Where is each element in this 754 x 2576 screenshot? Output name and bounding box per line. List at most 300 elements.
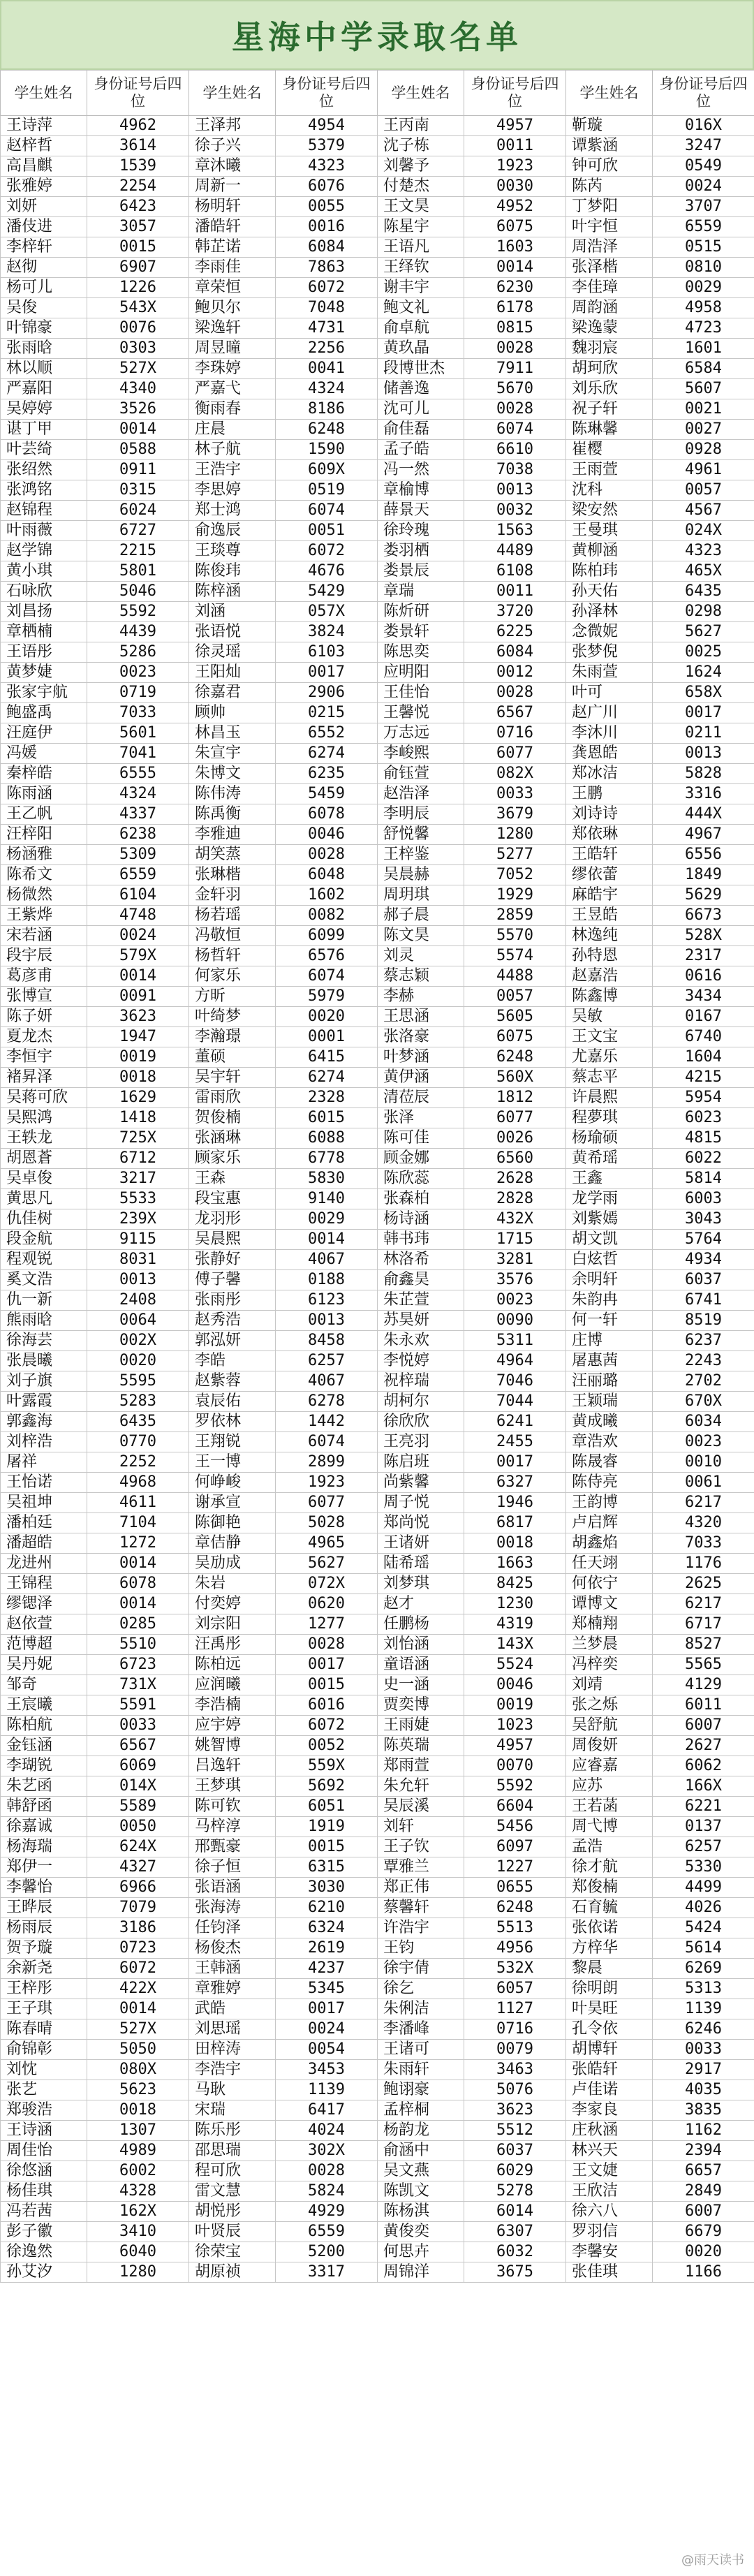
student-name-cell: 张皓轩 [566,2060,653,2080]
student-name-cell: 张博宣 [1,987,87,1007]
student-name-cell: 黄希瑶 [566,1149,653,1169]
id-last-four-cell: 4952 [464,197,566,217]
table-row [1,2080,754,2100]
student-name-cell: 俞佳磊 [378,420,464,440]
id-last-four-cell: 0029 [653,278,754,298]
student-name-cell: 黄俊奕 [378,2222,464,2242]
student-name-cell: 王诸妍 [378,1533,464,1554]
table-row [1,1655,754,1675]
id-last-four-cell: 239X [87,1209,189,1230]
header-id-last-four: 身份证号后四位 [276,71,378,116]
student-name-cell: 章浩欢 [566,1432,653,1452]
student-name-cell: 李馨安 [566,2242,653,2262]
student-name-cell: 叶锦豪 [1,318,87,339]
student-name-cell: 叶宇恒 [566,217,653,237]
id-last-four-cell: 0028 [464,399,566,420]
student-name-cell: 魏羽宸 [566,339,653,359]
student-name-cell: 梁逸轩 [189,318,276,339]
id-last-four-cell: 4958 [653,298,754,318]
id-last-four-cell: 5627 [276,1554,378,1574]
student-name-cell: 叶露霞 [1,1392,87,1412]
table-row [1,298,754,318]
id-last-four-cell: 5311 [464,1331,566,1351]
id-last-four-cell: 1162 [653,2121,754,2141]
student-name-cell: 孙天佑 [566,582,653,602]
table-row [1,1230,754,1250]
table-row [1,1554,754,1574]
student-name-cell: 孔令依 [566,2019,653,2040]
student-name-cell: 林子航 [189,440,276,460]
id-last-four-cell: 0028 [276,845,378,865]
student-name-cell: 罗羽信 [566,2222,653,2242]
table-row [1,764,754,784]
student-name-cell: 何一轩 [566,1311,653,1331]
id-last-four-cell: 1663 [464,1554,566,1574]
student-name-cell: 徐明朗 [566,1979,653,1999]
student-name-cell: 李馨怡 [1,1878,87,1898]
id-last-four-cell: 3623 [87,1007,189,1027]
id-last-four-cell: 7863 [276,258,378,278]
id-last-four-cell: 6057 [464,1979,566,1999]
student-name-cell: 王宸曦 [1,1695,87,1716]
id-last-four-cell: 5592 [87,602,189,622]
id-last-four-cell: 2828 [464,1189,566,1209]
student-name-cell: 徐子恒 [189,1857,276,1878]
student-name-cell: 贺俊楠 [189,1108,276,1128]
id-last-four-cell: 4676 [276,561,378,582]
id-last-four-cell: 6097 [464,1837,566,1857]
id-last-four-cell: 0020 [276,1007,378,1027]
student-name-cell: 邹奇 [1,1675,87,1695]
student-name-cell: 林以顺 [1,359,87,379]
id-last-four-cell: 7033 [653,1533,754,1554]
id-last-four-cell: 4488 [464,966,566,987]
id-last-four-cell: 5283 [87,1392,189,1412]
id-last-four-cell: 7033 [87,703,189,723]
student-name-cell: 朱允轩 [378,1776,464,1797]
id-last-four-cell: 6555 [87,764,189,784]
id-last-four-cell: 4957 [464,1736,566,1756]
id-last-four-cell: 6075 [464,217,566,237]
id-last-four-cell: 1601 [653,339,754,359]
student-name-cell: 胡原祯 [189,2262,276,2283]
id-last-four-cell: 0015 [276,1675,378,1695]
id-last-four-cell: 1226 [87,278,189,298]
student-name-cell: 黄梦婕 [1,663,87,683]
table-row [1,2222,754,2242]
student-name-cell: 刘梓浩 [1,1432,87,1452]
table-row [1,217,754,237]
student-name-cell: 杨诗涵 [378,1209,464,1230]
student-name-cell: 吴祖坤 [1,1493,87,1513]
id-last-four-cell: 3720 [464,602,566,622]
id-last-four-cell: 1604 [653,1047,754,1068]
student-name-cell: 杨微然 [1,885,87,906]
student-name-cell: 庄博 [566,1331,653,1351]
student-name-cell: 汪庭伊 [1,723,87,744]
table-row [1,359,754,379]
id-last-four-cell: 6584 [653,359,754,379]
id-last-four-cell: 5512 [464,2121,566,2141]
id-last-four-cell: 5286 [87,642,189,663]
student-name-cell: 张琳楷 [189,865,276,885]
student-name-cell: 吴卓俊 [1,1169,87,1189]
student-name-cell: 张静好 [189,1250,276,1270]
table-row [1,1736,754,1756]
id-last-four-cell: 0027 [653,420,754,440]
student-name-cell: 贺予璇 [1,1938,87,1959]
id-last-four-cell: 5692 [276,1776,378,1797]
id-last-four-cell: 6560 [464,1149,566,1169]
id-last-four-cell: 0716 [464,2019,566,2040]
student-name-cell: 王雨萱 [566,460,653,480]
student-name-cell: 邢甄豪 [189,1837,276,1857]
header-student-name: 学生姓名 [378,71,464,116]
student-name-cell: 叶芸绮 [1,440,87,460]
student-name-cell: 张泽楷 [566,258,653,278]
id-last-four-cell: 0023 [464,1290,566,1311]
table-row [1,1675,754,1695]
id-last-four-cell: 6072 [276,278,378,298]
id-last-four-cell: 6088 [276,1128,378,1149]
student-name-cell: 祝梓瑞 [378,1371,464,1392]
id-last-four-cell: 6075 [464,1027,566,1047]
student-name-cell: 谢承宣 [189,1493,276,1513]
header-student-name: 学生姓名 [1,71,87,116]
student-name-cell: 应宇婷 [189,1716,276,1736]
student-name-cell: 蔡志平 [566,1068,653,1088]
student-name-cell: 张洛豪 [378,1027,464,1047]
student-name-cell: 徐子兴 [189,136,276,156]
student-name-cell: 周昱曈 [189,339,276,359]
student-name-cell: 王梓彤 [1,1979,87,1999]
id-last-four-cell: 6225 [464,622,566,642]
student-name-cell: 付楚杰 [378,177,464,197]
id-last-four-cell: 6072 [276,1716,378,1736]
id-last-four-cell: 4319 [464,1614,566,1635]
student-name-cell: 陈希文 [1,865,87,885]
student-name-cell: 杨可儿 [1,278,87,298]
student-name-cell: 王鹏 [566,784,653,804]
student-name-cell: 彭子徽 [1,2222,87,2242]
student-name-cell: 龙进州 [1,1554,87,1574]
id-last-four-cell: 4026 [653,1898,754,1918]
id-last-four-cell: 6123 [276,1290,378,1311]
table-row [1,663,754,683]
student-name-cell: 张晨曦 [1,1351,87,1371]
student-name-cell: 王紫烨 [1,906,87,926]
student-name-cell: 刘思瑶 [189,2019,276,2040]
id-last-four-cell: 3824 [276,622,378,642]
student-name-cell: 朱雨萱 [566,663,653,683]
student-name-cell: 马耿 [189,2080,276,2100]
student-name-cell: 陈御艳 [189,1513,276,1533]
student-name-cell: 王乙帆 [1,804,87,825]
student-name-cell: 龙羽形 [189,1209,276,1230]
table-row [1,946,754,966]
id-last-four-cell: 2215 [87,541,189,561]
id-last-four-cell: 0815 [464,318,566,339]
id-last-four-cell: 6237 [653,1331,754,1351]
table-row [1,2040,754,2060]
student-name-cell: 程观锐 [1,1250,87,1270]
student-name-cell: 陈梓涵 [189,582,276,602]
id-last-four-cell: 5605 [464,1007,566,1027]
student-name-cell: 徐海芸 [1,1331,87,1351]
id-last-four-cell: 6604 [464,1797,566,1817]
student-name-cell: 应苏 [566,1776,653,1797]
student-name-cell: 陈雨涵 [1,784,87,804]
student-name-cell: 杨涵雅 [1,845,87,865]
id-last-four-cell: 4340 [87,379,189,399]
student-name-cell: 郑雨萱 [378,1756,464,1776]
id-last-four-cell: 6673 [653,906,754,926]
student-name-cell: 王诸可 [378,2040,464,2060]
id-last-four-cell: 5345 [276,1979,378,1999]
student-name-cell: 王亮羽 [378,1432,464,1452]
id-last-four-cell: 4323 [276,156,378,177]
id-last-four-cell: 527X [87,359,189,379]
id-last-four-cell: 4929 [276,2202,378,2222]
student-name-cell: 徐宇倩 [378,1959,464,1979]
table-row [1,1007,754,1027]
id-last-four-cell: 4324 [276,379,378,399]
student-name-cell: 赵依萱 [1,1614,87,1635]
id-last-four-cell: 4567 [653,501,754,521]
id-last-four-cell: 6324 [276,1918,378,1938]
student-name-cell: 丁梦阳 [566,197,653,217]
table-row [1,440,754,460]
table-row [1,1452,754,1473]
id-last-four-cell: 6037 [464,2141,566,2161]
id-last-four-cell: 1166 [653,2262,754,2283]
student-name-cell: 吴辰溪 [378,1797,464,1817]
table-row [1,1857,754,1878]
student-name-cell: 陈杨淇 [378,2202,464,2222]
id-last-four-cell: 2625 [653,1574,754,1594]
header-row [1,71,754,116]
student-name-cell: 仇一新 [1,1290,87,1311]
id-last-four-cell: 0211 [653,723,754,744]
id-last-four-cell: 6817 [464,1513,566,1533]
student-name-cell: 尤嘉乐 [566,1047,653,1068]
student-name-cell: 孟梓桐 [378,2100,464,2121]
student-name-cell: 章荣恒 [189,278,276,298]
id-last-four-cell: 5533 [87,1189,189,1209]
id-last-four-cell: 0019 [87,1047,189,1068]
id-last-four-cell: 6435 [653,582,754,602]
watermark: @雨天读书 [681,2553,744,2568]
student-name-cell: 段博世杰 [378,359,464,379]
table-row [1,906,754,926]
id-last-four-cell: 1563 [464,521,566,541]
student-name-cell: 章瑞 [378,582,464,602]
student-name-cell: 周俊妍 [566,1736,653,1756]
student-name-cell: 陈乐彤 [189,2121,276,2141]
id-last-four-cell: 6235 [276,764,378,784]
table-row [1,1149,754,1169]
id-last-four-cell: 2628 [464,1169,566,1189]
student-name-cell: 孟浩 [566,1837,653,1857]
id-last-four-cell: 6238 [87,825,189,845]
id-last-four-cell: 5629 [653,885,754,906]
table-row [1,602,754,622]
student-name-cell: 王梦琪 [189,1776,276,1797]
student-name-cell: 陈芮 [566,177,653,197]
id-last-four-cell: 082X [464,764,566,784]
student-name-cell: 朱艺函 [1,1776,87,1797]
id-last-four-cell: 670X [653,1392,754,1412]
id-last-four-cell: 1176 [653,1554,754,1574]
id-last-four-cell: 4934 [653,1250,754,1270]
student-name-cell: 赵锦程 [1,501,87,521]
id-last-four-cell: 609X [276,460,378,480]
student-name-cell: 金轩羽 [189,885,276,906]
student-name-cell: 李恒宇 [1,1047,87,1068]
id-last-four-cell: 1139 [653,1999,754,2019]
id-last-four-cell: 3030 [276,1878,378,1898]
student-name-cell: 白炫哲 [566,1250,653,1270]
student-name-cell: 刘涵 [189,602,276,622]
id-last-four-cell: 0029 [276,1209,378,1230]
id-last-four-cell: 5607 [653,379,754,399]
id-last-four-cell: 6074 [276,501,378,521]
id-last-four-cell: 465X [653,561,754,582]
id-last-four-cell: 560X [464,1068,566,1088]
id-last-four-cell: 0023 [87,663,189,683]
student-name-cell: 赵紫蓉 [189,1371,276,1392]
id-last-four-cell: 0770 [87,1432,189,1452]
id-last-four-cell: 3043 [653,1209,754,1230]
student-name-cell: 周韵涵 [566,298,653,318]
student-name-cell: 徐玲瑰 [378,521,464,541]
student-name-cell: 王轶龙 [1,1128,87,1149]
table-row [1,2141,754,2161]
student-name-cell: 吴劢成 [189,1554,276,1574]
student-name-cell: 王欣洁 [566,2181,653,2202]
table-row [1,865,754,885]
student-name-cell: 潘伎进 [1,217,87,237]
id-last-four-cell: 1603 [464,237,566,258]
id-last-four-cell: 6037 [653,1270,754,1290]
student-name-cell: 王韩涵 [189,1959,276,1979]
id-last-four-cell: 3410 [87,2222,189,2242]
student-name-cell: 王泽邦 [189,116,276,136]
student-name-cell: 罗依林 [189,1412,276,1432]
student-name-cell: 刘昌扬 [1,602,87,622]
id-last-four-cell: 6007 [653,1716,754,1736]
student-name-cell: 冯梓奕 [566,1655,653,1675]
id-last-four-cell: 6559 [276,2222,378,2242]
student-name-cell: 汪丽璐 [566,1371,653,1392]
student-name-cell: 鲍文礼 [378,298,464,318]
student-name-cell: 李皓 [189,1351,276,1371]
id-last-four-cell: 6217 [653,1493,754,1513]
table-row [1,1432,754,1452]
id-last-four-cell: 5309 [87,845,189,865]
id-last-four-cell: 5574 [464,946,566,966]
table-row [1,1311,754,1331]
id-last-four-cell: 1602 [276,885,378,906]
student-name-cell: 徐乞 [378,1979,464,1999]
student-name-cell: 徐嘉诚 [1,1817,87,1837]
student-name-cell: 娄景轩 [378,622,464,642]
id-last-four-cell: 0298 [653,602,754,622]
id-last-four-cell: 5591 [87,1695,189,1716]
id-last-four-cell: 6048 [276,865,378,885]
student-name-cell: 徐悠涵 [1,2161,87,2181]
student-name-cell: 鲍贝尔 [189,298,276,318]
id-last-four-cell: 0050 [87,1817,189,1837]
id-last-four-cell: 6241 [464,1412,566,1432]
student-name-cell: 黄柳涵 [566,541,653,561]
student-name-cell: 石育毓 [566,1898,653,1918]
student-name-cell: 赵学锦 [1,541,87,561]
id-last-four-cell: 532X [464,1959,566,1979]
id-last-four-cell: 6717 [653,1614,754,1635]
student-name-cell: 姚智博 [189,1736,276,1756]
table-row [1,2181,754,2202]
student-name-cell: 张泽 [378,1108,464,1128]
table-row [1,1817,754,1837]
id-last-four-cell: 4961 [653,460,754,480]
id-last-four-cell: 422X [87,1979,189,1999]
student-name-cell: 武皓 [189,1999,276,2019]
student-name-cell: 郑楠翔 [566,1614,653,1635]
id-last-four-cell: 528X [653,926,754,946]
student-name-cell: 黄成曦 [566,1412,653,1432]
id-last-four-cell: 6014 [464,2202,566,2222]
student-name-cell: 叶昊旺 [566,1999,653,2019]
id-last-four-cell: 6248 [464,1898,566,1918]
table-row [1,1938,754,1959]
id-last-four-cell: 9115 [87,1230,189,1250]
id-last-four-cell: 6076 [276,177,378,197]
student-name-cell: 朱岩 [189,1574,276,1594]
student-name-cell: 刘乐欣 [566,379,653,399]
table-row [1,237,754,258]
id-last-four-cell: 1919 [276,1817,378,1837]
id-last-four-cell: 6307 [464,2222,566,2242]
student-name-cell: 邵思瑞 [189,2141,276,2161]
student-name-cell: 张涵琳 [189,1128,276,1149]
student-name-cell: 黄玖晶 [378,339,464,359]
header-student-name: 学生姓名 [189,71,276,116]
student-name-cell: 刘怡涵 [378,1635,464,1655]
student-name-cell: 林逸纯 [566,926,653,946]
id-last-four-cell: 4957 [464,116,566,136]
id-last-four-cell: 4024 [276,2121,378,2141]
student-name-cell: 赵梓哲 [1,136,87,156]
student-name-cell: 贾奕博 [378,1695,464,1716]
id-last-four-cell: 4731 [276,318,378,339]
student-name-cell: 胡文凯 [566,1230,653,1250]
student-name-cell: 李瑚锐 [1,1756,87,1776]
student-name-cell: 章榆博 [378,480,464,501]
student-name-cell: 刘妍 [1,197,87,217]
id-last-four-cell: 6315 [276,1857,378,1878]
student-name-cell: 何依宁 [566,1574,653,1594]
id-last-four-cell: 5200 [276,2242,378,2262]
id-last-four-cell: 3186 [87,1918,189,1938]
id-last-four-cell: 0017 [653,703,754,723]
student-name-cell: 陈柏远 [189,1655,276,1675]
student-name-cell: 俞锦彰 [1,2040,87,2060]
id-last-four-cell: 6278 [276,1392,378,1412]
student-name-cell: 任鹏杨 [378,1614,464,1635]
student-name-cell: 李潘峰 [378,2019,464,2040]
student-name-cell: 秦梓皓 [1,764,87,784]
